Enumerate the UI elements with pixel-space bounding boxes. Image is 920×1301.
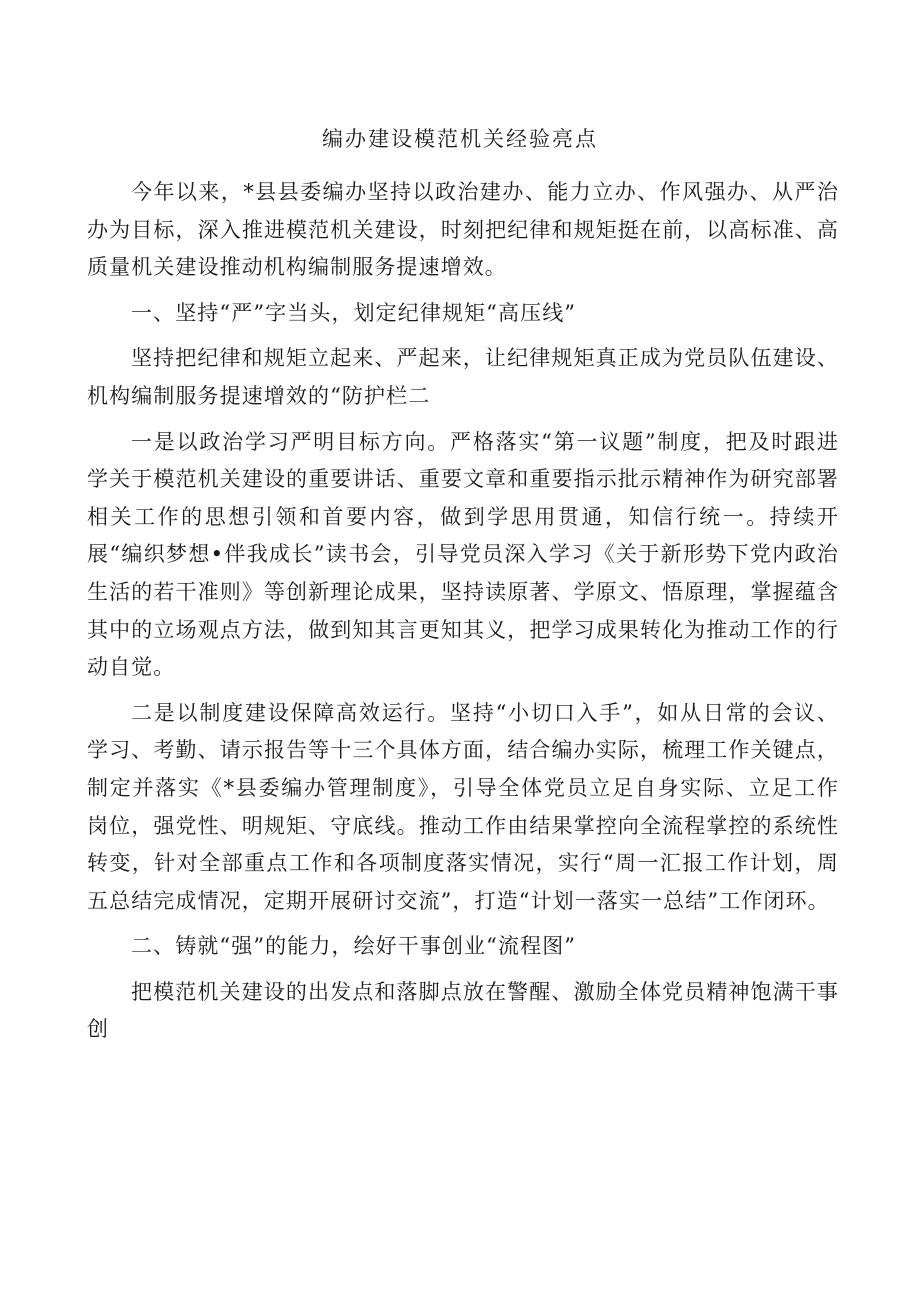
system-building-paragraph: 二是以制度建设保障高效运行。坚持“小切口入手”，如从日常的会议、学习、考勤、请示报告等十三个具体方面，结合编办实际，梳理工作关键点，制定并落实《*县委编办管理制度》，引导全体党员立足自身实际、立足工作岗位，强党性、明规矩、守底线。推动工作由结果掌控向全流程掌控的系统性转变，针对全部重点工作和各项制度落实情况，实行“周一汇报工作计划，周五总结完成情况，定期开展研讨交流”，打造“计划一落实一总结”工作闭环。 [87, 700, 839, 913]
political-study-paragraph: 一是以政治学习严明目标方向。严格落实“第一议题”制度，把及时跟进学关于模范机关建设的重要讲话、重要文章和重要指示批示精神作为研究部署相关工作的思想引领和首要内容，做到学思用贯通，知信行统一。持续开展“编织梦想•伴我成长”读书会，引导党员深入学习《关于新形势下党内政治生活的若干准则》等创新理论成果，坚持读原著、学原文、悟原理，掌握蕴含其中的立场观点方法，做到知其言更知其义，把学习成果转化为推动工作的行动自觉。 [87, 429, 839, 680]
section-1-intro-paragraph: 坚持把纪律和规矩立起来、严起来，让纪律规矩真正成为党员队伍建设、机构编制服务提速增效的“防护栏二 [87, 346, 839, 408]
document-title: 编办建设模范机关经验亮点 [322, 127, 598, 151]
section-2-intro-paragraph: 把模范机关建设的出发点和落脚点放在警醒、激励全体党员精神饱满干事创 [87, 979, 839, 1042]
section-heading-2: 二、铸就“强”的能力，绘好干事创业“流程图” [131, 934, 577, 959]
document-body [87, 174, 839, 1049]
intro-paragraph: 今年以来，*县县委编办坚持以政治建办、能力立办、作风强办、从严治办为目标，深入推进模范机关建设，时刻把纪律和规矩挺在前，以高标准、高质量机关建设推动机构编制服务提速增效。 [87, 180, 839, 280]
section-heading-1: 一、坚持“严”字当头，划定纪律规矩“高压线” [131, 300, 577, 325]
